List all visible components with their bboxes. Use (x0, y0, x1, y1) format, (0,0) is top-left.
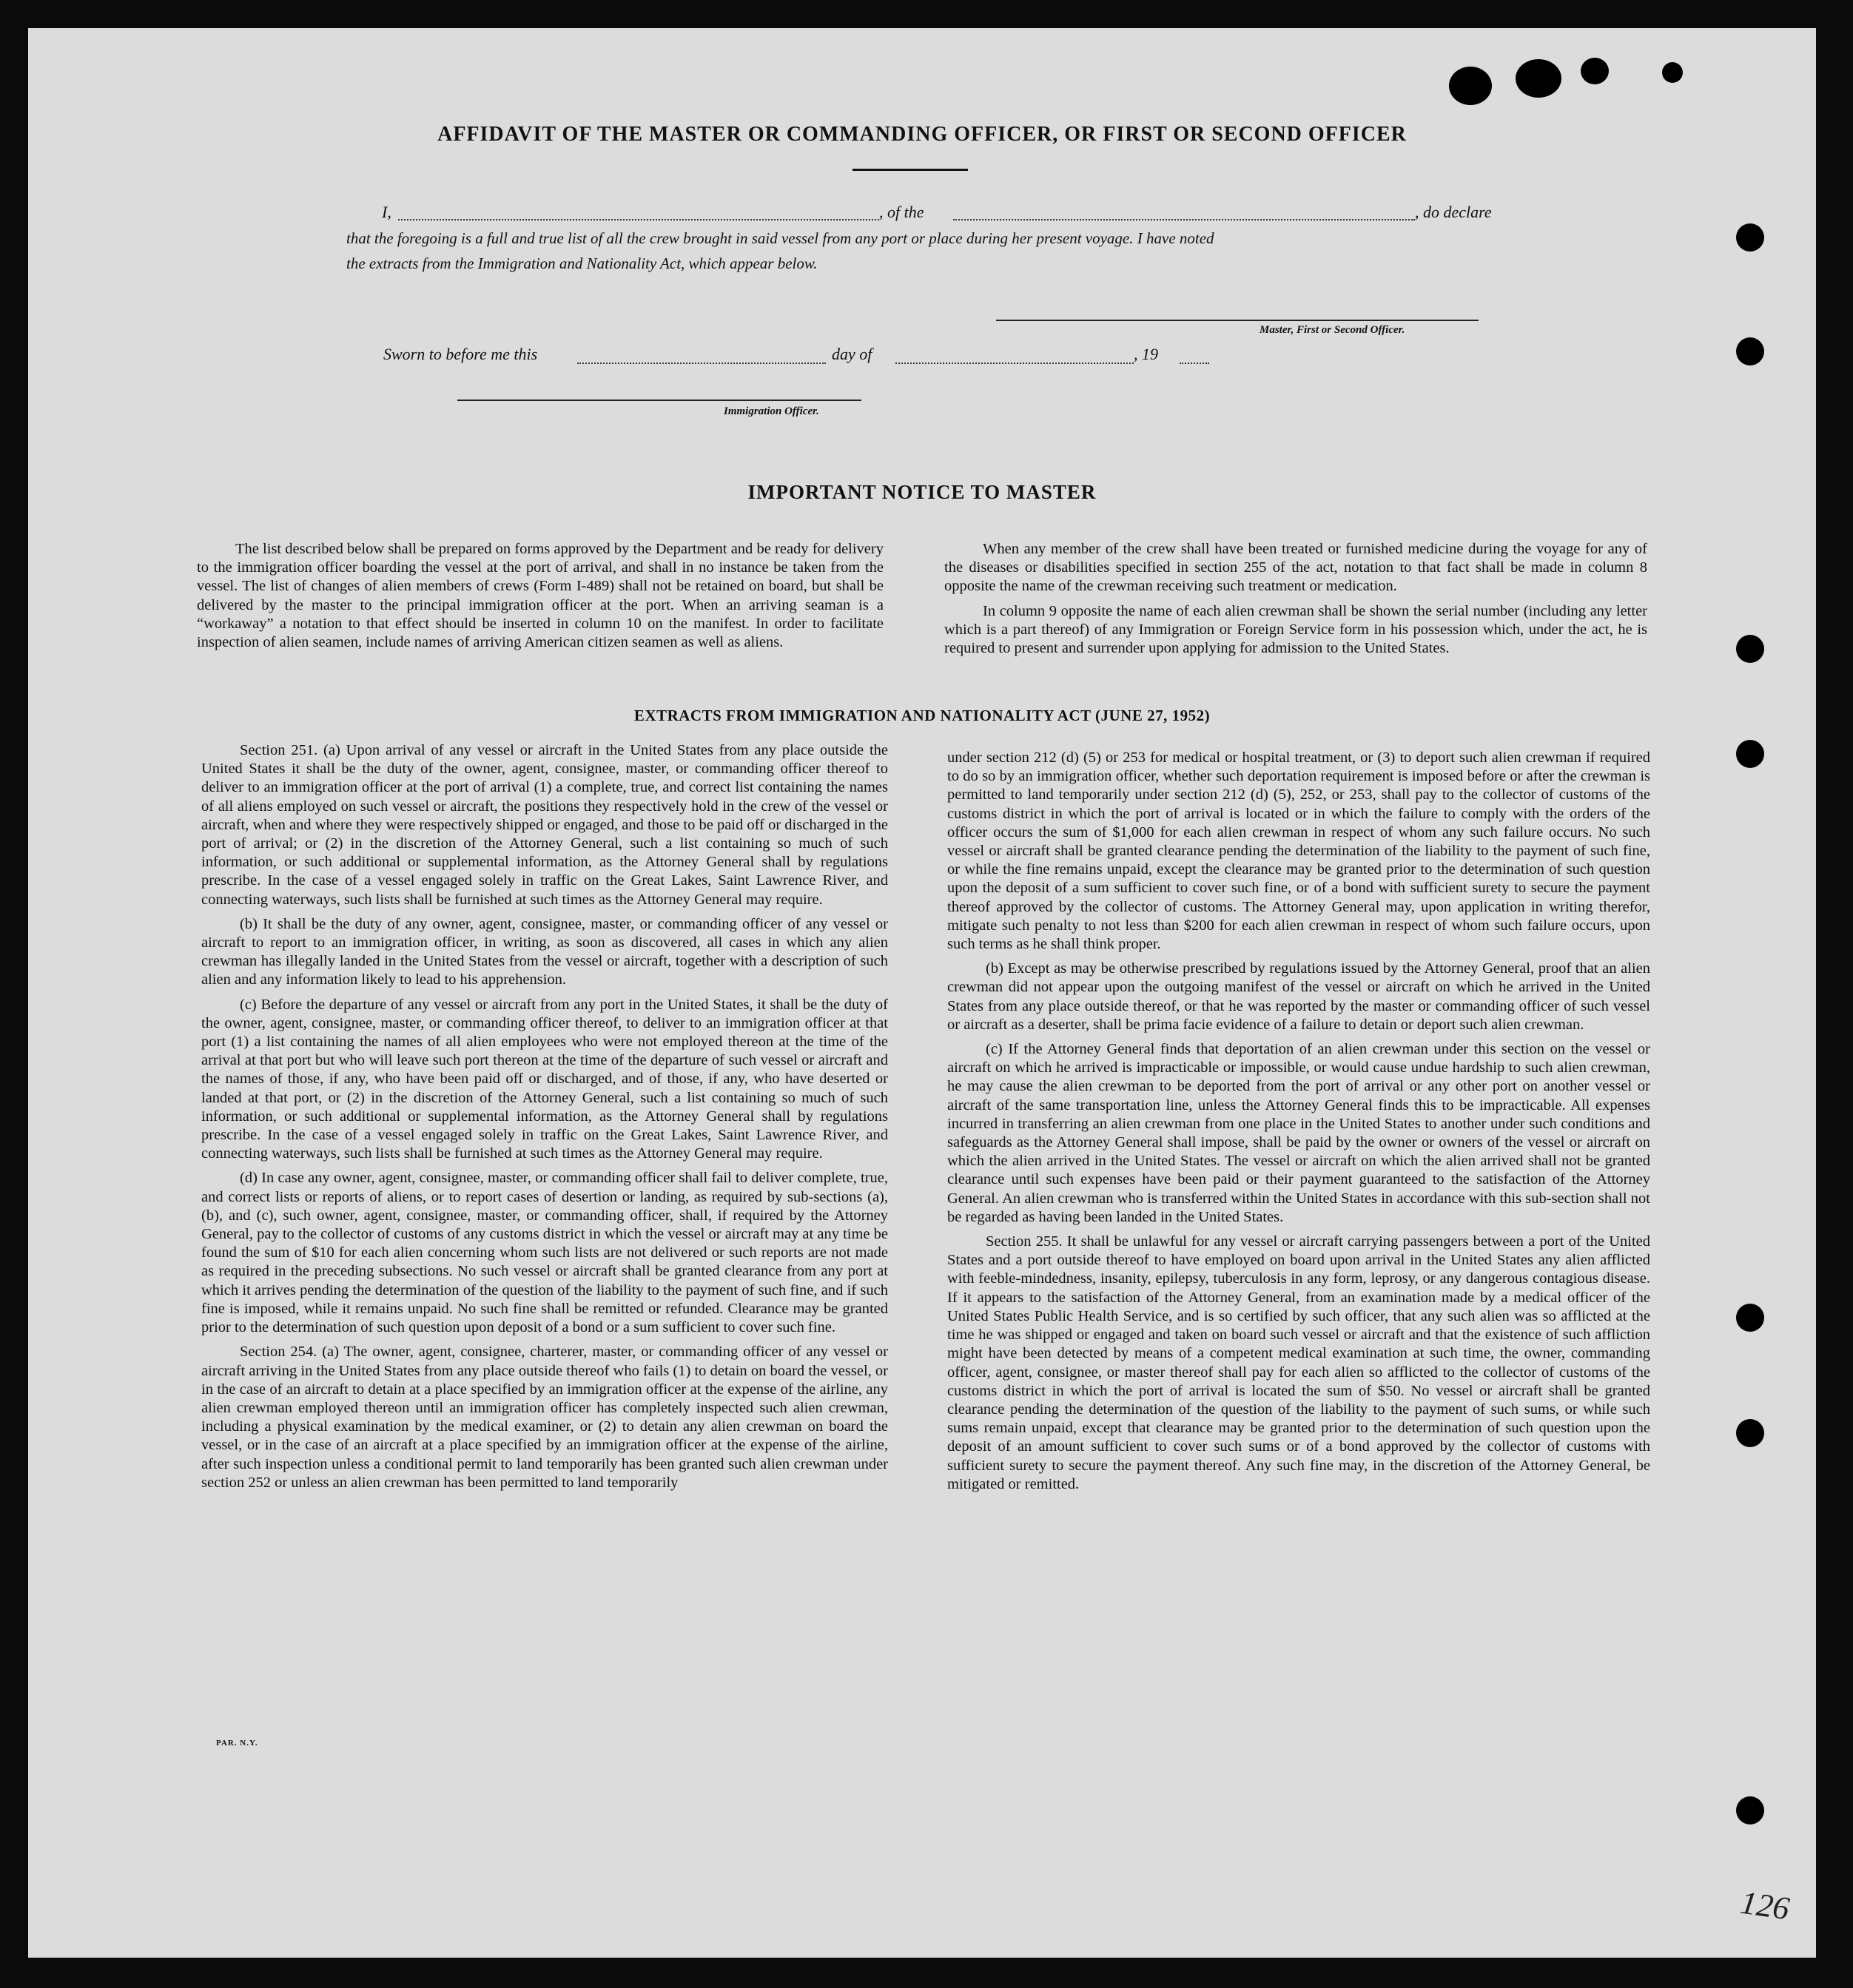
notice-left-column (197, 540, 884, 658)
handwritten-page-number: 126 (1738, 1884, 1792, 1927)
printer-mark: PAR. N.Y. (216, 1739, 258, 1748)
name-field-line (398, 218, 879, 220)
sworn-month-line (895, 361, 1134, 364)
of-the-label: , of the (879, 203, 924, 221)
master-signature-line (996, 318, 1479, 321)
extract-left-paragraph: (b) It shall be the duty of any owner, agent, consignee, master, or commanding officer of any vessel or aircraft to report to an immigration officer, in writing, as soon as discovered, all cases in which any alien crewman has illegally landed in the United States from the vessel or aircraft, together with a description of such alien and any information likely to lead to his apprehension. (201, 915, 888, 988)
binder-hole (1736, 1304, 1764, 1332)
notice-right-paragraph-2: In column 9 opposite the name of each alien crewman shall be shown the serial number (including any letter which is a part thereof) of any Immigration or Foreign Service form in his possession which, under the act, he is required to present and surrender upon applying for admission to the United States. (944, 602, 1647, 657)
vessel-field-line (953, 218, 1415, 220)
sworn-day-line (577, 361, 826, 364)
immigration-officer-label: Immigration Officer. (724, 405, 819, 417)
do-declare-label: , do declare (1415, 203, 1492, 221)
immigration-officer-line (457, 398, 861, 401)
ink-blot (1662, 62, 1683, 83)
declaration-line-1: that the foregoing is a full and true list of all the crew brought in said vessel from any port or place during her present voyage. I have noted (346, 229, 1214, 247)
extract-left-paragraph: (c) Before the departure of any vessel or aircraft from any port in the United States, it shall be the duty of the owner, agent, consignee, master, or commanding officer thereof, to deliver to an immigration officer at that port (1) a list containing the names of all alien employees who were not employed thereon at the time of the arrival at that port but who will leave such port thereon at the time of the departure of such vessel or aircraft and the names of those, if any, who have been paid off or discharged, and of those, if any, who have deserted or landed at that port, or (2) in the discretion of the Attorney General, such a list containing so much of such information, or such additional or supplemental information, as the Attorney General shall by regulations prescribe. In the case of a vessel engaged solely in traffic on the Great Lakes, Saint Lawrence River, and connecting waterways, such lists shall be furnished at such times as the Attorney General may require. (201, 996, 888, 1162)
ink-blot (1449, 67, 1492, 105)
declaration-line-2: the extracts from the Immigration and Nationality Act, which appear below. (346, 255, 818, 272)
extract-right-paragraph: Section 255. It shall be unlawful for any vessel or aircraft carrying passengers between a port of the United States and a port outside thereof to have employed on board upon arrival in the United States any alien afflicted with feeble-mindedness, insanity, epilepsy, tuberculosis in any form, leprosy, or any dangerous contagious disease. If it appears to the satisfaction of the Attorney General, from an examination made by a medical officer of the United States Public Health Service, and is so certified by such officer, that any such alien was so afflicted at the time he was shipped or engaged and taken on board such vessel or aircraft and that the existence of such affliction might have been detected by means of a competent medical examination at such time, the owner, commanding officer, agent, consignee, or master thereof shall pay for each alien so afflicted to the collector of customs of the customs district in which the port of arrival is located the sum of $50. No vessel or aircraft shall be granted clearance pending the determination of the question of the liability to the payment of such sums, or while such sums remain unpaid, except that clearance may be granted prior to the determination of such question upon the deposit of an amount sufficient to cover such sums or of a bond approved by the collector of customs with sufficient surety to secure the payment thereof. Any such fine may, in the discretion of the Attorney General, be mitigated or remitted. (947, 1233, 1650, 1492)
binder-hole (1736, 223, 1764, 252)
notice-left-paragraph: The list described below shall be prepared on forms approved by the Department and be ready for delivery to the immigration officer boarding the vessel at the port of arrival, and shall in no instance be taken from the vessel. The list of changes of alien members of crews (Form I-489) shall not be retained on board, but shall be delivered by the master to the principal immigration officer at the port. When an arriving seaman is a “workaway” a notation to that effect should be inserted in column 10 on the manifest. In order to facilitate inspection of alien seamen, include names of arriving American citizen seamen as well as aliens. (197, 541, 884, 651)
extract-left-paragraph: Section 251. (a) Upon arrival of any vessel or aircraft in the United States from any place outside the United States it shall be the duty of the owner, agent, consignee, master, or commanding officer thereof to deliver to an immigration officer at the port of arrival (1) a complete, true, and correct list containing the names of all aliens employed on such vessel or aircraft, the positions they respectively hold in the crew of the vessel or aircraft, when and where they were respectively shipped or engaged, and those to be paid off or discharged in the port of arrival; or (2) in the discretion of the Attorney General, such a list containing so much of such information, or such additional or supplemental information, as the Attorney General shall by regulations prescribe. In the case of a vessel engaged solely in traffic on the Great Lakes, Saint Lawrence River, and connecting waterways, such lists shall be furnished at such times as the Attorney General may require. (201, 742, 888, 908)
sworn-label: Sworn to before me this (383, 345, 538, 363)
extracts-right-column (947, 749, 1650, 1500)
i-label: I, (382, 203, 391, 221)
document-page (28, 28, 1816, 1958)
day-of-label: day of (832, 345, 872, 363)
binder-hole (1736, 337, 1764, 365)
extract-left-paragraph: Section 254. (a) The owner, agent, consignee, charterer, master, or commanding officer of any vessel or aircraft arriving in the United States from any place outside thereof who fails (1) to detain on board the vessel, or in the case of an aircraft to detain at a place specified by an immigration officer at the expense of the airline, any alien crewman employed thereon until an immigration officer has completely inspected such alien crewman, including a physical examination by the medical examiner, or (2) to detain any alien crewman on board the vessel, or in the case of an aircraft at a place specified by an immigration officer at the expense of the airline, after such inspection unless a conditional permit to land temporarily has been granted such alien crewman under section 252 or unless an alien crewman has been permitted to land temporarily (201, 1344, 888, 1491)
extract-right-paragraph: under section 212 (d) (5) or 253 for medical or hospital treatment, or (3) to deport such alien crewman if required to do so by an immigration officer, whether such deportation requirement is imposed before or after the crewman is permitted to land temporarily under section 212 (d) (5), 252, or 253, shall pay to the collector of customs of the customs district in which the port of arrival is located or in which the failure to comply with the orders of the officer occurs the sum of $1,000 for each alien crewman in respect of whom any such failure occurs. No such vessel or aircraft shall be granted clearance pending the determination of the liability to the payment of such fine, or while the fine remains unpaid, except the clearance may be granted prior to the determination of such question upon the deposit of a sum sufficient to cover such fine, or of a bond with sufficient surety to secure the payment thereof approved by the collector of customs. The Attorney General may, upon application in writing therefor, mitigate such penalty to not less than $200 for each alien crewman in respect of whom such failure occurs, upon such terms as he shall think proper. (947, 749, 1650, 953)
extracts-left-column (201, 741, 888, 1498)
ink-blot (1581, 58, 1609, 84)
extract-right-paragraph: (c) If the Attorney General finds that deportation of an alien crewman under this section on the vessel or aircraft on which he arrived is impracticable or impossible, or would cause undue hardship to such alien crewman, he may cause the alien crewman to be deported from the port of arrival or any other port on another vessel or aircraft of the same transportation line, unless the Attorney General finds this to be impracticable. All expenses incurred in transferring an alien crewman from one place in the United States to another under such conditions and safeguards as the Attorney General shall impose, shall be paid by the owner or owners of the vessel or aircraft on which the alien arrived in the United States. The vessel or aircraft on which the alien arrived shall not be granted clearance until such expenses have been paid or their payment guaranteed to the satisfaction of the Attorney General. An alien crewman who is transferred within the United States in accordance with this sub-section shall not be regarded as having been landed in the United States. (947, 1041, 1650, 1225)
master-signature-label: Master, First or Second Officer. (1260, 324, 1405, 336)
notice-right-paragraph-1: When any member of the crew shall have been treated or furnished medicine during the voyage for any of the diseases or disabilities specified in section 255 of the act, notation to that fact shall be made in column 8 opposite the name of the crewman receiving such treatment or medication. (944, 541, 1647, 595)
notice-right-column (944, 540, 1647, 664)
extract-left-paragraph: (d) In case any owner, agent, consignee, master, or commanding officer shall fail to deliver complete, true, and correct lists or reports of aliens, or to report cases of desertion or landing, as required by sub-sections (a), (b), and (c), such owner, agent, consignee, master, or commanding officer, shall, if required by the Attorney General, pay to the collector of customs of any customs district in which the vessel or aircraft may at any time be found the sum of $10 for each alien concerning whom such lists are not delivered or such reports are not made as required in the preceding subsections. No such vessel or aircraft shall be granted clearance from any port at which it arrives pending the determination of the question of the liability to the payment of such fine, and if such fine is imposed, while it remains unpaid. No such fine shall be remitted or refunded. Clearance may be granted prior to the determination of such question upon deposit of a bond or a sum sufficient to cover such fine. (201, 1170, 888, 1336)
notice-title: IMPORTANT NOTICE TO MASTER (747, 481, 1097, 503)
affidavit-title: AFFIDAVIT OF THE MASTER OR COMMANDING OFFICER, OR FIRST OR SECOND OFFICER (437, 123, 1407, 146)
extract-right-paragraph: (b) Except as may be otherwise prescribed by regulations issued by the Attorney General, proof that an alien crewman did not appear upon the outgoing manifest of the vessel or aircraft on which he arrived in the United States from any place outside thereof, or that he was reported by the master or commanding officer of such vessel or aircraft as a deserter, shall be prima facie evidence of a failure to detain or deport such alien crewman. (947, 960, 1650, 1033)
sworn-year-line (1180, 361, 1209, 364)
binder-hole (1736, 1419, 1764, 1447)
extracts-title: EXTRACTS FROM IMMIGRATION AND NATIONALITY ACT (JUNE 27, 1952) (633, 707, 1211, 724)
binder-hole (1736, 740, 1764, 768)
year-label: , 19 (1134, 345, 1158, 363)
binder-hole (1736, 635, 1764, 663)
ink-blot (1516, 59, 1561, 98)
title-underline (852, 169, 968, 171)
binder-hole (1736, 1796, 1764, 1824)
